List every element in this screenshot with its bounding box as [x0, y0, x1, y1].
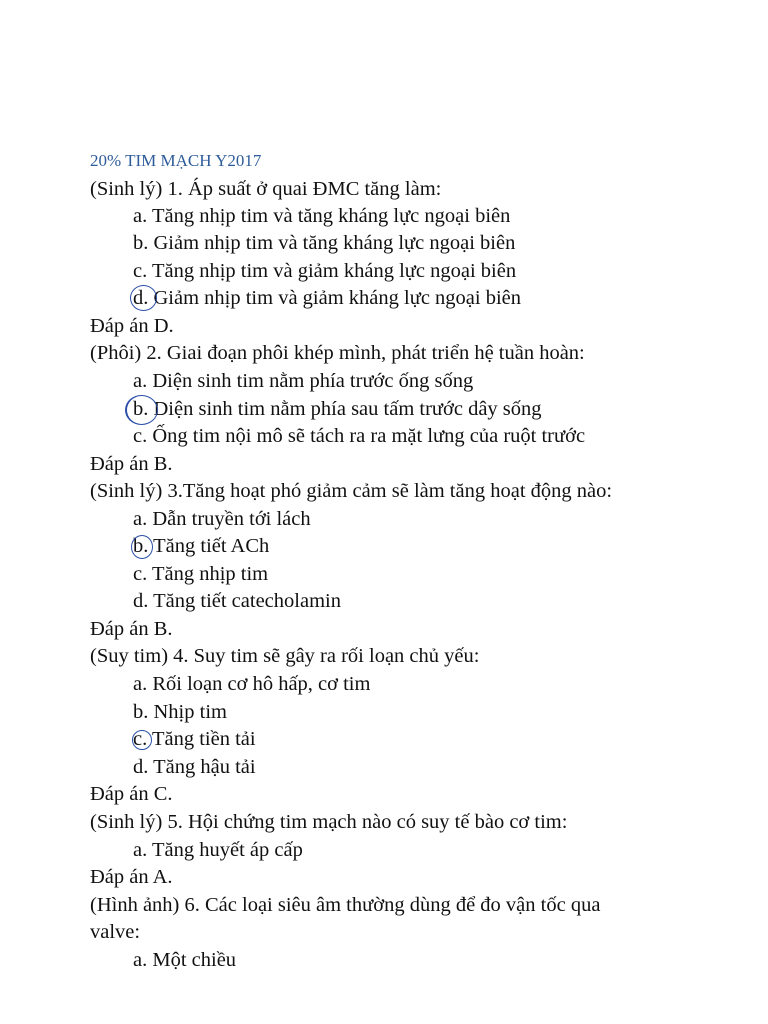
question-1-option-d: d. Giảm nhịp tim và giảm kháng lực ngoại biên [133, 287, 522, 309]
question-1: (Sinh lý) 1. Áp suất ở quai ĐMC tăng làm: [90, 178, 442, 200]
question-3: (Sinh lý) 3.Tăng hoạt phó giảm cảm sẽ làm tăng hoạt động nào: [90, 480, 613, 502]
question-6: (Hình ảnh) 6. Các loại siêu âm thường dùng để đo vận tốc qua [90, 894, 601, 916]
question-4-option-b: b. Nhịp tim [133, 701, 227, 723]
handwritten-answer-circle [130, 285, 157, 311]
question-4-option-d: d. Tăng hậu tải [133, 756, 256, 778]
answer-4: Đáp án C. [90, 783, 173, 805]
document-heading: 20% TIM MẠCH Y2017 [90, 151, 262, 170]
question-4-option-c: c. Tăng tiền tải [133, 728, 256, 750]
answer-3: Đáp án B. [90, 618, 173, 640]
question-4: (Suy tim) 4. Suy tim sẽ gây ra rối loạn chủ yếu: [90, 645, 480, 667]
question-1-option-b: b. Giảm nhịp tim và tăng kháng lực ngoại biên [133, 232, 516, 254]
question-6-option-a: a. Một chiều [133, 949, 237, 971]
answer-1: Đáp án D. [90, 315, 174, 337]
question-5-option-a: a. Tăng huyết áp cấp [133, 839, 303, 861]
answer-2: Đáp án B. [90, 453, 173, 475]
question-1-option-c: c. Tăng nhịp tim và giảm kháng lực ngoại biên [133, 260, 517, 282]
question-4-option-a: a. Rối loạn cơ hô hấp, cơ tim [133, 673, 371, 695]
question-3-option-b: b. Tăng tiết ACh [133, 535, 270, 557]
answer-5: Đáp án A. [90, 866, 173, 888]
question-3-option-d: d. Tăng tiết catecholamin [133, 590, 341, 612]
question-1-option-a: a. Tăng nhịp tim và tăng kháng lực ngoại biên [133, 205, 511, 227]
question-6-continuation: valve: [90, 921, 141, 943]
question-2-option-b: b. Diện sinh tim nằm phía sau tấm trước dây sống [133, 398, 542, 420]
question-2-option-a: a. Diện sinh tim nằm phía trước ống sống [133, 370, 474, 392]
handwritten-answer-circle [125, 395, 158, 425]
handwritten-answer-circle [131, 535, 153, 559]
handwritten-answer-circle [132, 730, 152, 750]
question-2: (Phôi) 2. Giai đoạn phôi khép mình, phát triển hệ tuần hoàn: [90, 342, 585, 364]
question-2-option-c: c. Ống tim nội mô sẽ tách ra ra mặt lưng của ruột trước [133, 425, 586, 447]
question-5: (Sinh lý) 5. Hội chứng tim mạch nào có suy tế bào cơ tim: [90, 811, 568, 833]
question-3-option-c: c. Tăng nhịp tim [133, 563, 269, 585]
question-3-option-a: a. Dẫn truyền tới lách [133, 508, 311, 530]
